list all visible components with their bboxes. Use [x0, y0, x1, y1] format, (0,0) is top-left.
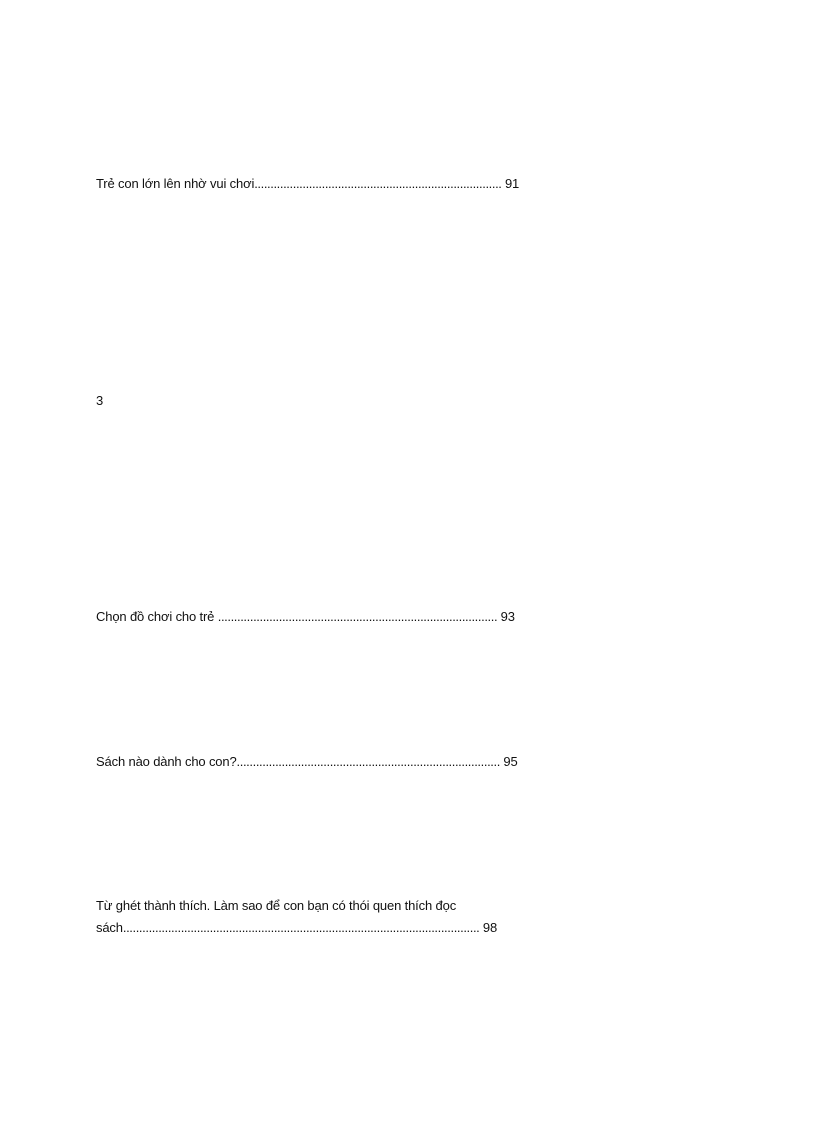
toc-page: 91: [504, 176, 520, 191]
toc-entry-4-line-1: Từ ghét thành thích. Làm sao để con bạn có thói quen thích đọc: [96, 898, 457, 913]
toc-entry-4-line-2: [96, 920, 497, 936]
toc-title: Chọn đồ chơi cho trẻ: [96, 609, 218, 624]
toc-leader: .......................................................................................: [217, 609, 498, 624]
toc-leader: .............................................................................: [254, 176, 502, 191]
toc-page: 95: [503, 754, 518, 769]
toc-title: Sách nào dành cho con?: [96, 754, 237, 769]
page-number: 3: [96, 393, 104, 408]
toc-title: sách: [96, 920, 123, 935]
toc-entry-2: [96, 609, 515, 625]
toc-leader: ...............................................................................................................: [122, 920, 480, 935]
toc-title: Trẻ con lớn lên nhờ vui chơi: [96, 176, 255, 191]
toc-page: 93: [500, 609, 515, 624]
toc-leader: ..................................................................................: [236, 754, 500, 769]
toc-page: 98: [482, 920, 498, 935]
toc-entry-3: [96, 754, 518, 770]
toc-entry-1: [96, 176, 519, 192]
